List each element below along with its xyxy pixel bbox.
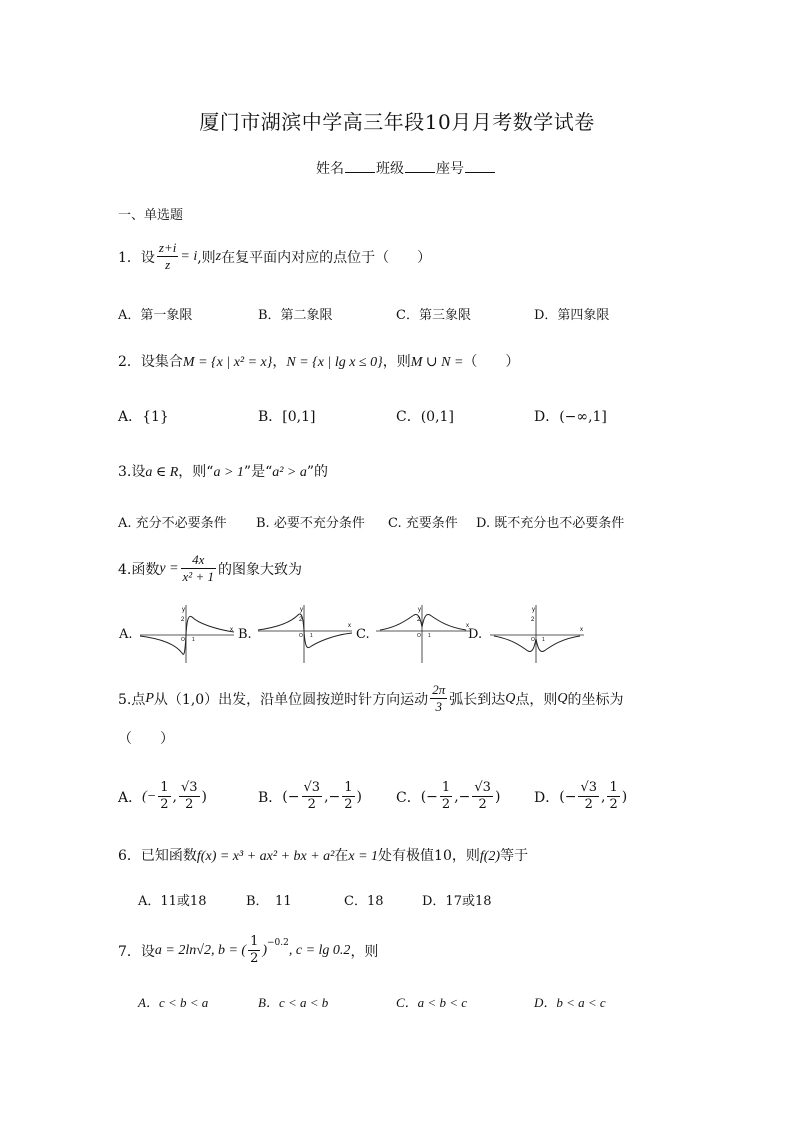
q7-option-c[interactable]: C．a < b < c xyxy=(396,995,467,1010)
q5-c-d1: 2 xyxy=(441,797,451,812)
q5-c-label: C． xyxy=(396,789,421,806)
q5-c-s2: ,− xyxy=(454,788,471,805)
q6-suffix: 等于 xyxy=(500,848,529,864)
seat-blank[interactable] xyxy=(465,160,495,173)
q1-var: z xyxy=(215,248,222,264)
q5-paren: （ ） xyxy=(118,731,174,747)
q3-option-c[interactable]: C. 充要条件 xyxy=(388,516,458,531)
q2-option-c[interactable]: C．(0,1] xyxy=(396,409,454,425)
q5-q: Q xyxy=(505,690,516,706)
q5-a-n1: 1 xyxy=(160,780,169,795)
q3-option-b[interactable]: B. 必要不充分条件 xyxy=(256,516,365,531)
q3-cond-a: a ∈ R xyxy=(145,465,179,480)
q2-option-d[interactable]: D．(−∞,1] xyxy=(534,409,607,425)
q4-option-d-label[interactable]: D. xyxy=(468,627,483,642)
question-6 xyxy=(118,845,528,865)
q5-a-d1: 2 xyxy=(160,797,169,812)
q5-c-d2: 2 xyxy=(478,797,487,812)
q5-mid1: 从（1,0）出发，沿单位圆按逆时针方向运动 xyxy=(153,691,429,708)
section-heading: 一、单选题 xyxy=(118,208,184,223)
q4-denominator: x² + 1 xyxy=(182,569,214,584)
q6-option-d[interactable]: D．17或18 xyxy=(422,894,492,909)
name-blank[interactable] xyxy=(345,160,375,173)
class-label: 班级 xyxy=(376,161,404,177)
question-5 xyxy=(118,682,623,715)
q1-fraction xyxy=(157,240,178,273)
q2-option-b[interactable]: B．[0,1] xyxy=(258,409,316,425)
q7-exponent: −0.2 xyxy=(267,937,289,948)
q7-option-d[interactable]: D．b < a < c xyxy=(534,995,606,1010)
q4-prefix: 4.函数 xyxy=(118,561,160,578)
q3-cond-c: a² > a xyxy=(272,465,307,480)
q5-d-frac2 xyxy=(607,780,619,813)
q7-b-close: ) xyxy=(262,942,268,958)
q5-mid3: 点，则 xyxy=(515,691,558,708)
q5-q2: Q xyxy=(557,690,568,706)
class-blank[interactable] xyxy=(405,160,435,173)
q2-prefix: 2．设集合 xyxy=(118,354,183,370)
q1-option-a[interactable]: A．第一象限 xyxy=(118,308,193,323)
q7-denominator: 2 xyxy=(250,951,259,966)
q4-c-tick-2: 2 xyxy=(417,617,421,623)
q5-d-s2: , xyxy=(601,788,606,805)
student-info-line xyxy=(316,158,496,178)
q1-option-c[interactable]: C．第三象限 xyxy=(396,308,471,323)
q4-d-axis-y: y xyxy=(532,607,535,613)
q4-option-b-label[interactable]: B. xyxy=(238,627,252,642)
q5-p: P xyxy=(145,690,154,706)
q3-mid1: ，则“ xyxy=(178,464,214,480)
q5-option-a[interactable] xyxy=(118,780,207,813)
q2-ask: ，则 xyxy=(382,354,411,370)
q5-b-d1: 2 xyxy=(307,797,316,812)
q3-prefix: 3.设 xyxy=(118,464,146,480)
q5-a-n2: √3 xyxy=(180,780,198,795)
q6-mid1: 在 xyxy=(334,848,349,864)
q2-sep: ， xyxy=(272,354,287,370)
q5-mid2: 弧长到达 xyxy=(449,691,506,708)
q5-d-frac1 xyxy=(578,780,599,813)
q5-b-s3: ) xyxy=(356,788,362,805)
q1-mid: ,则 xyxy=(197,249,216,266)
q5-a-d2: 2 xyxy=(185,797,194,812)
q5-d-n1: √3 xyxy=(580,780,597,795)
q2-union: M ∪ N = xyxy=(410,355,464,370)
q5-d-label: D． xyxy=(534,789,560,806)
q6-option-a[interactable]: A．11或18 xyxy=(138,894,207,909)
q5-prefix: 5.点 xyxy=(118,691,146,708)
q7-prefix: 7．设 xyxy=(118,943,155,960)
q5-b-n2: 1 xyxy=(344,780,353,795)
q1-eq: = i xyxy=(180,248,198,264)
q6-fx: f(x) = x³ + ax² + bx + a² xyxy=(196,849,335,864)
q4-c-tick-o: O xyxy=(417,633,421,639)
q3-option-a[interactable]: A. 充分不必要条件 xyxy=(118,516,227,531)
q7-a-expr: a = 2ln√2, b = ( xyxy=(154,942,247,958)
q5-c-s1: (− xyxy=(420,788,438,805)
q4-graph-b[interactable] xyxy=(252,603,356,665)
q4-graph-d[interactable] xyxy=(484,603,588,665)
q6-option-c[interactable]: C．18 xyxy=(344,894,384,909)
q5-option-d[interactable] xyxy=(534,780,627,813)
q7-c-expr: , c = lg 0.2 xyxy=(288,942,351,958)
q5-c-n1: 1 xyxy=(441,780,451,795)
q4-c-tick-1: 1 xyxy=(428,633,431,639)
q4-option-a-label[interactable]: A. xyxy=(119,627,133,642)
q5-a-frac1 xyxy=(158,780,170,813)
q5-b-frac2 xyxy=(342,780,354,813)
q5-fraction xyxy=(430,682,447,715)
q5-a-s3: ) xyxy=(201,788,207,805)
q5-c-n2: √3 xyxy=(474,780,491,795)
q5-d-s1: (− xyxy=(559,788,577,805)
q5-c-frac1 xyxy=(440,780,452,813)
q4-y: y = xyxy=(159,560,179,576)
q7-suffix: ，则 xyxy=(350,943,379,960)
q5-d-d2: 2 xyxy=(609,797,618,812)
q4-b-axis-x: x xyxy=(348,623,351,629)
q4-fraction xyxy=(181,552,216,585)
q5-b-frac1 xyxy=(302,780,323,813)
q5-d-n2: 1 xyxy=(609,780,618,795)
q4-a-axis-x: x xyxy=(230,627,233,633)
q2-set-m: M = {x | x² = x} xyxy=(182,355,273,370)
q5-a-label: A． xyxy=(118,789,143,806)
q4-a-tick-1: 1 xyxy=(192,637,195,643)
q4-a-tick-2: 2 xyxy=(181,617,185,623)
q4-c-axis-y: y xyxy=(418,607,421,613)
q7-option-b[interactable]: B．c < a < b xyxy=(258,995,329,1010)
q5-b-s2: ,− xyxy=(324,788,341,805)
q2-option-a[interactable]: A．{1} xyxy=(118,409,169,425)
q5-option-c[interactable] xyxy=(396,780,500,813)
q6-mid2: 处有极值10，则 xyxy=(378,848,480,864)
q5-a-frac2 xyxy=(179,780,200,813)
q4-d-tick-o: O xyxy=(531,637,535,643)
q7-fraction xyxy=(248,934,260,967)
q4-graph-a[interactable] xyxy=(134,603,238,665)
q5-c-s3: ) xyxy=(494,788,501,805)
page-title: 厦门市湖滨中学高三年段10月月考数学试卷 xyxy=(199,110,595,134)
question-7 xyxy=(118,934,378,967)
q4-b-axis-y: y xyxy=(300,607,303,613)
q5-b-n1: √3 xyxy=(303,780,321,795)
q1-option-b[interactable]: B．第二象限 xyxy=(258,308,333,323)
q4-d-tick-1: 1 xyxy=(542,637,545,643)
q5-b-d2: 2 xyxy=(344,797,353,812)
question-4 xyxy=(118,552,302,585)
q3-option-d[interactable]: D. 既不充分也不必要条件 xyxy=(476,516,625,531)
q3-cond-b: a > 1 xyxy=(213,465,244,480)
q5-d-d1: 2 xyxy=(584,797,593,812)
q3-suffix: ”的 xyxy=(306,464,329,480)
name-label: 姓名 xyxy=(316,161,344,177)
q6-f2: f(2) xyxy=(479,849,501,864)
q1-option-d[interactable]: D．第四象限 xyxy=(534,308,610,323)
q5-a-s1: (− xyxy=(142,788,157,804)
q4-suffix: 的图象大致为 xyxy=(217,561,302,578)
q4-b-tick-o: O xyxy=(299,633,303,639)
q4-b-tick-1: 1 xyxy=(310,633,313,639)
q1-numerator: z+i xyxy=(158,240,177,255)
q5-option-b[interactable] xyxy=(258,780,362,813)
q7-option-a[interactable]: A．c < b < a xyxy=(138,995,209,1010)
q7-numerator: 1 xyxy=(250,934,259,949)
q4-d-axis-x: x xyxy=(580,627,583,633)
q5-d-s3: ) xyxy=(621,788,628,805)
q2-suffix: （ ） xyxy=(463,354,520,370)
q4-a-tick-o: O xyxy=(181,637,185,643)
q3-mid2: ”是“ xyxy=(243,464,273,480)
q5-a-s2: , xyxy=(172,788,177,805)
q5-b-s1: (− xyxy=(282,788,300,805)
seat-label: 座号 xyxy=(436,161,464,177)
q1-prefix: 1．设 xyxy=(118,249,155,266)
q4-option-c-label[interactable]: C. xyxy=(356,627,370,642)
q6-option-b[interactable]: B． 11 xyxy=(246,894,292,909)
q4-a-axis-y: y xyxy=(182,607,185,613)
question-3 xyxy=(118,461,328,481)
q4-numerator: 4x xyxy=(181,552,216,569)
q1-denominator: z xyxy=(165,257,171,272)
q5-suffix: 的坐标为 xyxy=(567,691,624,708)
q1-suffix: 在复平面内对应的点位于（ ） xyxy=(221,249,432,266)
q2-set-n: N = {x | lg x ≤ 0} xyxy=(286,355,383,370)
q4-b-tick-2: 2 xyxy=(299,617,303,623)
q6-prefix: 6．已知函数 xyxy=(118,848,197,864)
question-2 xyxy=(118,351,519,371)
q4-c-axis-x: x xyxy=(466,623,469,629)
q4-d-tick-2: 2 xyxy=(531,617,535,623)
q6-x1: x = 1 xyxy=(348,849,379,864)
q4-graph-c[interactable] xyxy=(370,603,474,665)
q5-b-label: B． xyxy=(258,789,283,806)
q5-numerator: 2π xyxy=(432,682,446,697)
q5-denominator: 3 xyxy=(435,699,442,714)
q5-c-frac2 xyxy=(472,780,493,813)
question-1 xyxy=(118,240,431,273)
